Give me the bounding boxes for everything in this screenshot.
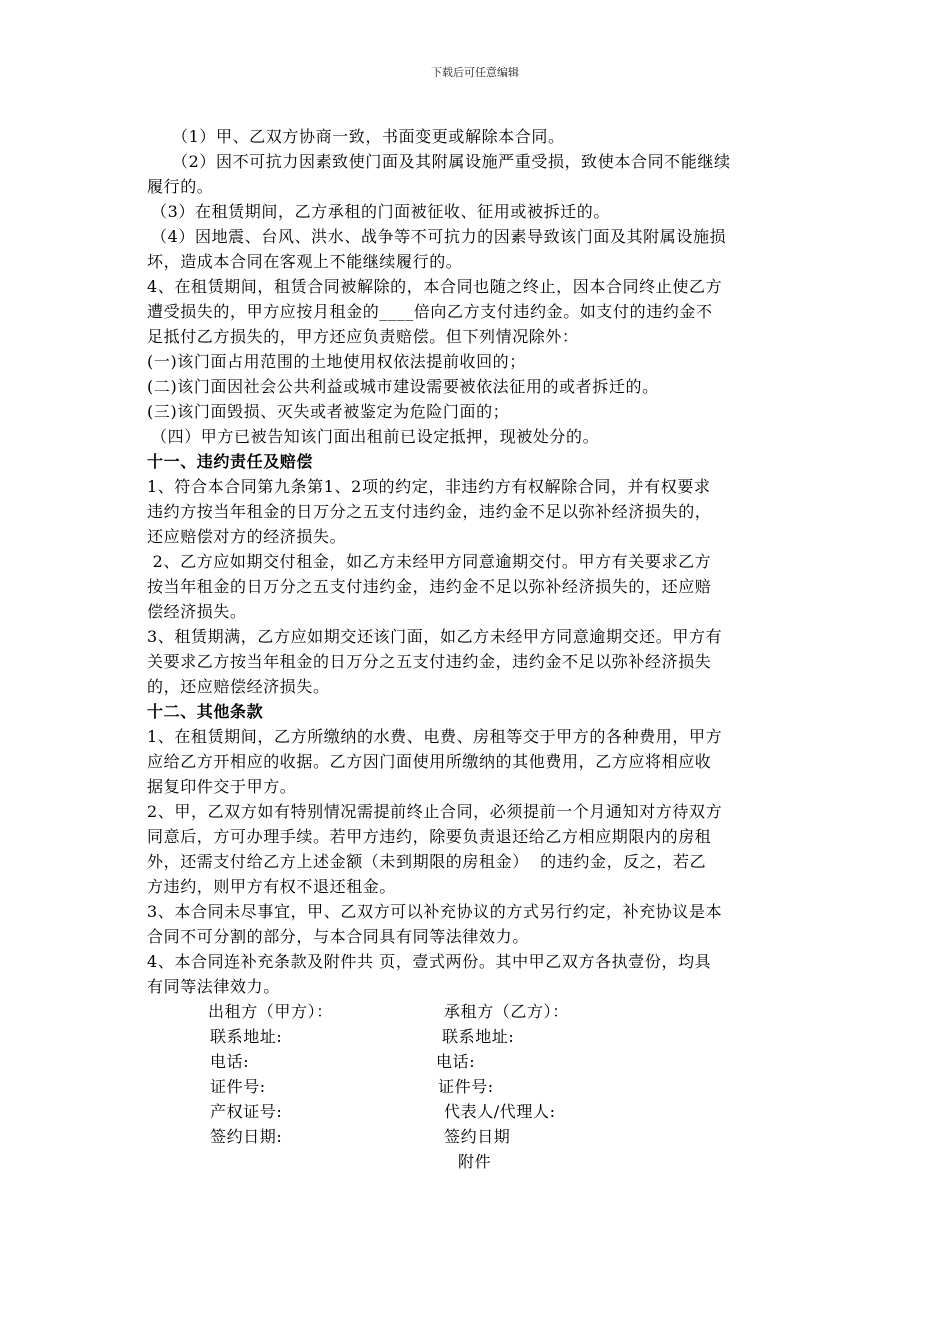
text-line: 4、在租赁期间，租赁合同被解除的，本合同也随之终止，因本合同终止使乙方 — [147, 277, 723, 296]
text-line: (三)该门面毁损、灭失或者被鉴定为危险门面的； — [147, 402, 510, 421]
text-line: （1）甲、乙双方协商一致，书面变更或解除本合同。 — [172, 127, 565, 146]
text-line: (二)该门面因社会公共利益或城市建设需要被依法征用的或者拆迁的。 — [147, 377, 659, 396]
text-line: （四）甲方已被告知该门面出租前已设定抵押，现被处分的。 — [151, 427, 600, 446]
text-line: 关要求乙方按当年租金的日万分之五支付违约金，违约金不足以弥补经济损失 — [147, 652, 712, 671]
text-line: 方违约，则甲方有权不退还租金。 — [147, 877, 397, 896]
attachment-label: 附件 — [458, 1152, 492, 1171]
text-line: 1、符合本合同第九条第1、2项的约定，非违约方有权解除合同，并有权要求 — [147, 477, 711, 496]
text-line: 还应赔偿对方的经济损失。 — [147, 527, 347, 546]
text-line: 1、在租赁期间，乙方所缴纳的水费、电费、房租等交于甲方的各种费用，甲方 — [147, 727, 723, 746]
text-line: 足抵付乙方损失的，甲方还应负责赔偿。但下列情况除外： — [147, 327, 579, 346]
text-line: 4、本合同连补充条款及附件共 页，壹式两份。其中甲乙双方各执壹份，均具 — [147, 952, 712, 971]
text-line: 合同不可分割的部分，与本合同具有同等法律效力。 — [147, 927, 529, 946]
text-line: 履行的。 — [147, 177, 214, 196]
text-line: 违约方按当年租金的日万分之五支付违约金，违约金不足以弥补经济损失的， — [147, 502, 712, 521]
agent-label: 代表人/代理人: — [444, 1102, 556, 1121]
text-line: 遭受损失的，甲方应按月租金的____倍向乙方支付违约金。如支付的违约金不 — [147, 302, 713, 321]
lessor-address-label: 联系地址: — [210, 1027, 283, 1046]
property-cert-label: 产权证号: — [210, 1102, 283, 1121]
text-line: 外，还需支付给乙方上述金额（未到期限的房租金） 的违约金，反之，若乙 — [147, 852, 707, 871]
lessee-address-label: 联系地址: — [442, 1027, 515, 1046]
text-line: （3）在租赁期间，乙方承租的门面被征收、征用或被拆迁的。 — [151, 202, 610, 221]
lessor-sign-date-label: 签约日期: — [210, 1127, 283, 1146]
lessee-sign-date-label: 签约日期 — [444, 1127, 511, 1146]
text-line: 同意后，方可办理手续。若甲方违约，除要负责退还给乙方相应期限内的房租 — [147, 827, 712, 846]
text-line: 据复印件交于甲方。 — [147, 777, 297, 796]
text-line: （2）因不可抗力因素致使门面及其附属设施严重受损，致使本合同不能继续 — [172, 152, 731, 171]
text-line: (一)该门面占用范围的土地使用权依法提前收回的； — [147, 352, 526, 371]
text-line: 按当年租金的日万分之五支付违约金，违约金不足以弥补经济损失的，还应赔 — [147, 577, 712, 596]
lessee-phone-label: 电话: — [436, 1052, 476, 1071]
text-line: （4）因地震、台风、洪水、战争等不可抗力的因素导致该门面及其附属设施损 — [151, 227, 727, 246]
text-line: 偿经济损失。 — [147, 602, 247, 621]
section-heading: 十一、违约责任及赔偿 — [147, 452, 314, 471]
text-line: 2、乙方应如期交付租金，如乙方未经甲方同意逾期交付。甲方有关要求乙方 — [147, 552, 712, 571]
lessee-label: 承租方（乙方）： — [444, 1002, 569, 1021]
text-line: 有同等法律效力。 — [147, 977, 280, 996]
text-line: 3、租赁期满，乙方应如期交还该门面，如乙方未经甲方同意逾期交还。甲方有 — [147, 627, 723, 646]
lessor-label: 出租方（甲方）： — [208, 1002, 333, 1021]
lessor-id-label: 证件号: — [210, 1077, 266, 1096]
section-heading: 十二、其他条款 — [147, 702, 264, 721]
lessor-phone-label: 电话: — [210, 1052, 250, 1071]
page-header: 下载后可任意编辑 — [431, 66, 519, 79]
text-line: 3、本合同未尽事宜，甲、乙双方可以补充协议的方式另行约定，补充协议是本 — [147, 902, 723, 921]
lessee-id-label: 证件号: — [438, 1077, 494, 1096]
text-line: 2、甲，乙双方如有特别情况需提前终止合同，必须提前一个月通知对方待双方 — [147, 802, 723, 821]
text-line: 坏，造成本合同在客观上不能继续履行的。 — [147, 252, 463, 271]
document-body — [147, 124, 809, 999]
text-line: 应给乙方开相应的收据。乙方因门面使用所缴纳的其他费用，乙方应将相应收 — [147, 752, 712, 771]
text-line: 的，还应赔偿经济损失。 — [147, 677, 330, 696]
